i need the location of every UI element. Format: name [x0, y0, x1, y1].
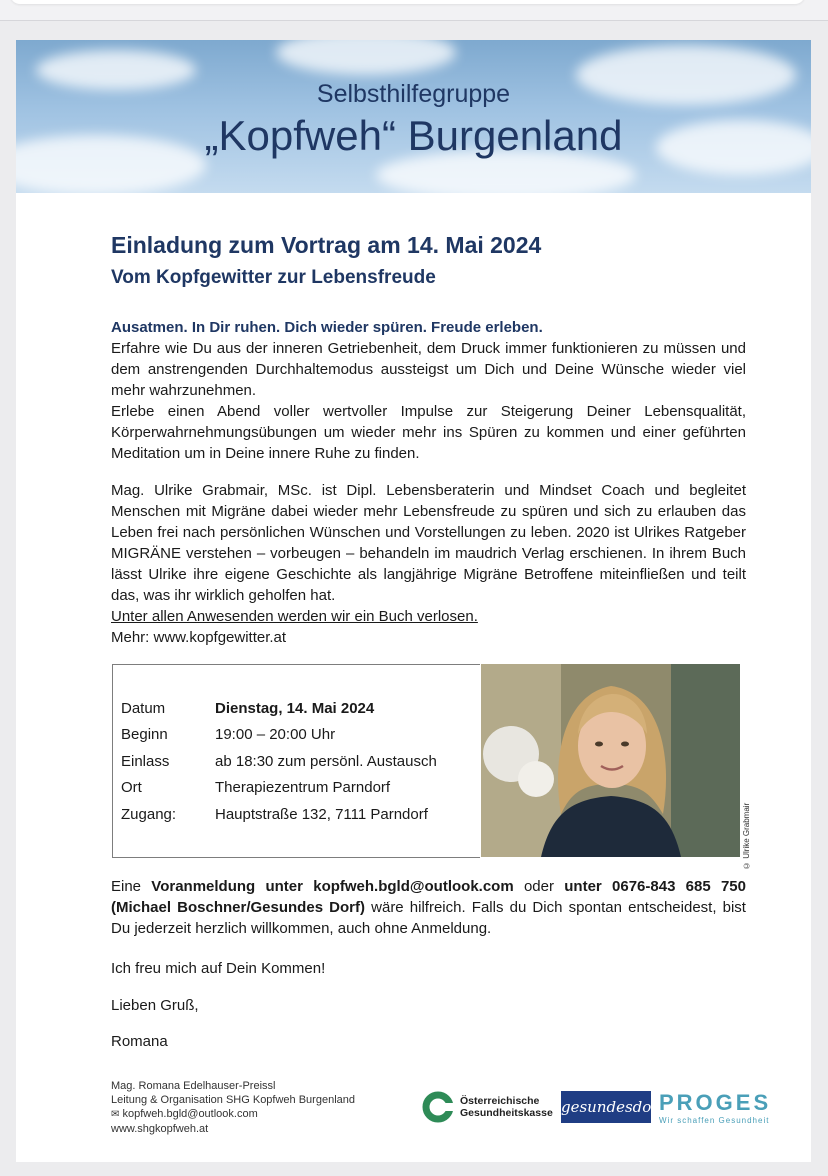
more-info-link[interactable]: Mehr: www.kopfgewitter.at [111, 629, 287, 646]
oegk-ring-icon [420, 1089, 456, 1125]
registration-email: Voranmeldung unter kopfweh.bgld@outlook.com [151, 878, 514, 895]
event-label: Beginn [121, 726, 168, 743]
speaker-bio: Mag. Ulrike Grabmair, MSc. ist Dipl. Lebensberaterin und Mindset Coach und begleitet Menschen mit Migräne dabei wieder mehr Lebensfreude zu spüren und sich zu erlauben das Leben frei nach persönlichen Wünschen und Vorstellungen zu leben. 2020 ist Ulrikes Ratgeber MIGRÄNE verstehen – vorbeugen – behandeln im maudrich Verlag erschienen. In ihrem Buch lässt Ulrike ihre eigene Geschichte als langjährige Migräne Betroffene miteinfließen und teilt das, was ihr wirklich geholfen hat. [111, 482, 746, 604]
event-label: Ort [121, 779, 142, 796]
event-value: Therapiezentrum Parndorf [215, 779, 391, 796]
intro-paragraph-2: Erlebe einen Abend voller wertvoller Impulse zur Steigerung Deiner Lebensqualität, Körperwahrnehmungsübungen um wieder mehr ins Spüren zu kommen und einer geführten Meditation um in Deine innere Ruhe zu finden. [111, 403, 746, 462]
footer-website[interactable]: www.shgkopfweh.at [111, 1123, 209, 1135]
banner-title: „Kopfweh“ Burgenland [204, 112, 623, 159]
invitation-subtitle: Vom Kopfgewitter zur Lebensfreude [111, 267, 436, 288]
signature: Romana [111, 1033, 168, 1050]
event-label: Zugang: [121, 806, 177, 823]
document-page [16, 40, 811, 1162]
event-value: Dienstag, 14. Mai 2024 [215, 700, 375, 717]
registration-text: oder [513, 878, 565, 895]
photo-credit: © Ulrike Grabmair [742, 802, 751, 870]
event-value: Hauptstraße 132, 7111 Parndorf [215, 806, 428, 823]
proges-tagline: Wir schaffen Gesundheit [659, 1116, 770, 1125]
oegk-name-line2: Gesundheitskasse [460, 1107, 553, 1119]
footer-contact [111, 1079, 355, 1136]
speaker-photo [481, 664, 740, 857]
registration-note [111, 876, 746, 939]
cloud-shape [276, 40, 456, 75]
speaker-portrait-illustration [481, 664, 740, 857]
event-label: Einlass [121, 753, 170, 770]
proges-logo [659, 1090, 789, 1130]
footer-email[interactable]: kopfweh.bgld@outlook.com [122, 1108, 258, 1120]
raffle-note: Unter allen Anwesenden werden wir ein Buch verlosen. [111, 608, 478, 625]
registration-text: wäre hilfreich. Falls du Dich spontan entscheidest, bist Du jederzeit herzlich willkommen, auch ohne Anmeldung. [111, 899, 746, 937]
event-value: 19:00 – 20:00 Uhr [215, 726, 336, 743]
oegk-logo [420, 1089, 560, 1125]
gesundes-dorf-logo: gesundesdorf [561, 1091, 651, 1123]
registration-text: Eine [111, 878, 152, 895]
oegk-name-line1: Österreichische [460, 1095, 540, 1107]
envelope-icon: ✉ [111, 1109, 120, 1120]
greeting: Lieben Gruß, [111, 997, 199, 1014]
footer-email-line [111, 1107, 355, 1122]
invitation-title: Einladung zum Vortrag am 14. Mai 2024 [111, 232, 542, 258]
closing-line: Ich freu mich auf Dein Kommen! [111, 960, 326, 977]
registration-phone: unter 0676-843 685 750 (Michael Boschner/Gesundes Dorf) [111, 878, 746, 916]
event-label: Datum [121, 700, 166, 717]
viewer-toolbar [10, 0, 805, 4]
footer-name: Mag. Romana Edelhauser-Preissl [111, 1080, 276, 1092]
speaker-bio-section [111, 480, 746, 648]
proges-name: PROGES [659, 1090, 772, 1115]
event-details-box [112, 664, 480, 858]
event-value: ab 18:30 zum persönl. Austausch [215, 753, 437, 770]
footer-role: Leitung & Organisation SHG Kopfweh Burgenland [111, 1094, 355, 1106]
viewer-top-strip [0, 0, 828, 21]
banner-subtitle: Selbsthilfegruppe [316, 80, 511, 108]
intro-section [111, 338, 746, 464]
lead-sentence: Ausatmen. In Dir ruhen. Dich wieder spüren. Freude erleben. [111, 319, 543, 336]
header-banner [16, 40, 811, 193]
intro-paragraph-1: Erfahre wie Du aus der inneren Getriebenheit, dem Druck immer funktionieren zu müssen und dem anstrengenden Durchhaltemodus aussteigst um Dich und Deine Wünsche wieder viel mehr wahrzunehmen. [111, 340, 746, 399]
